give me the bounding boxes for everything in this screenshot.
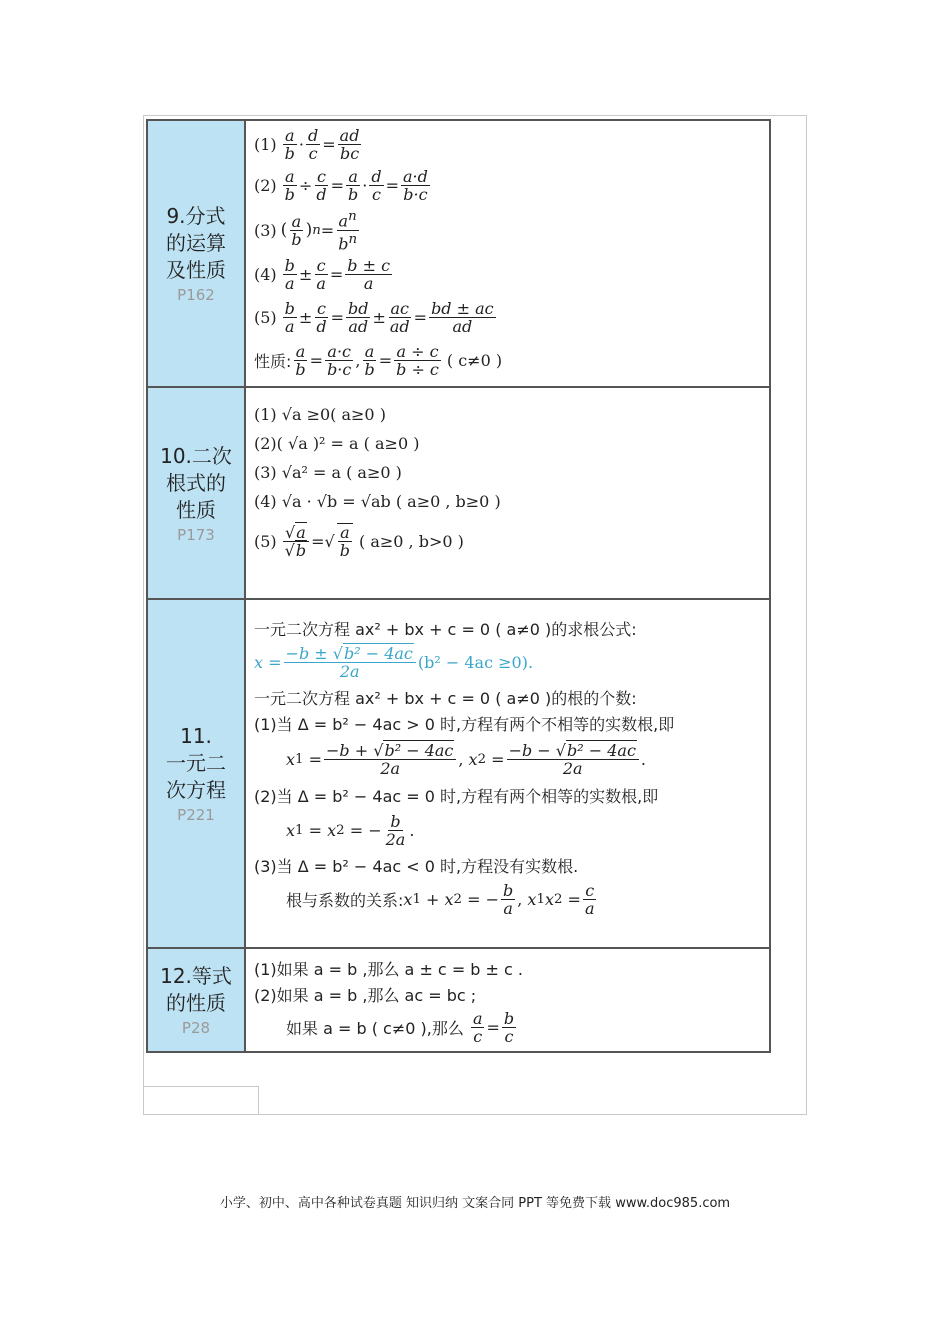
empty-box [143,1086,259,1115]
row-title: 的性质 [166,991,226,1015]
formula-condition: (b² − 4ac ≥0). [417,652,534,672]
row-title: 及性质 [166,258,226,282]
row-label [148,388,246,598]
formula-line: (5) $\frac{√a}{√b}$ = √ $\frac{a}{b}$ ( a≥0 , b>0 ) [254,522,464,560]
item-number: (3) [254,220,277,240]
formula-line: (2)( √a )² = a ( a≥0 ) [254,434,420,453]
formula-line: 一元二次方程 ax² + bx + c = 0 ( a≠0 )的根的个数: [254,688,637,708]
formula-line: (2)如果 a = b ,那么 ac = bc ; [254,985,477,1005]
formula-line: (3) √a² = a ( a≥0 ) [254,463,402,482]
formula-line: (1) $\frac{a}{b}$ · $\frac{d}{c}$ = $\frac{ad}{bc}$ [254,125,360,163]
formula-line: (1)当 Δ = b² − 4ac > 0 时,方程有两个不相等的实数根,即 [254,714,675,734]
page-ref: P221 [177,806,215,824]
item-number: (4) [254,264,277,284]
item-number: (2) [254,175,277,195]
property-label: 性质: [254,351,292,371]
vieta-label: 根与系数的关系: [286,890,404,910]
row-title: 次方程 [166,778,226,802]
row-content [246,949,769,1051]
table-row [148,949,769,1051]
item-number: (5) [254,307,277,327]
row-title: 性质 [176,497,216,522]
row-content [246,388,769,598]
formula-line: (3)当 Δ = b² − 4ac < 0 时,方程没有实数根. [254,856,579,876]
row-title: 根式的 [166,470,226,495]
table-row [148,121,769,388]
formula-line: (5) $\frac{b}{a}$ ± $\frac{c}{d}$ = $\frac{bd}{ad}$ ± $\frac{ac}{ad}$ = $\frac{bd \pm ac}{ad}$ [254,298,494,336]
formula-line: 根与系数的关系: x 1 + x 2 = − $\frac{b}{a}$ , x 1 x 2 = $\frac{c}{a}$ [286,880,595,918]
formula-line: (2) $\frac{a}{b}$ ÷ $\frac{c}{d}$ = $\frac{a}{b}$ · $\frac{d}{c}$ = $\frac{a\cdot d}{b\cdot c}$ [254,166,428,204]
formula-line: (1)如果 a = b ,那么 a ± c = b ± c . [254,959,524,979]
table-row [148,388,769,600]
footer-text: 小学、初中、高中各种试卷真题 知识归纳 文案合同 PPT 等免费下载 www.doc985.com [219,1196,731,1211]
item-number: (1) [254,134,277,154]
formula-text: 如果 a = b ( c≠0 ),那么 [286,1018,464,1038]
formula-line: 性质: $\frac{a}{b}$ = $\frac{a\cdot c}{b\cdot c}$ , $\frac{a}{b}$ = $\frac{a \div c}{b \div c}$ ( c≠0 ) [254,341,503,379]
page-ref: P28 [181,1019,211,1037]
table-row [148,600,769,949]
formula-line: 一元二次方程 ax² + bx + c = 0 ( a≠0 )的求根公式: [254,619,637,639]
row-title: 12.等式 [160,964,232,988]
formula-line: (4) $\frac{b}{a}$ ± $\frac{c}{a}$ = $\frac{b \pm c}{a}$ [254,255,391,293]
row-title: 10.二次 [160,443,232,468]
page-ref: P162 [177,286,215,304]
row-label [148,121,246,386]
row-title: 9.分式 [166,204,226,228]
row-label [148,949,246,1051]
formula-table [146,119,771,1053]
formula-line: x 1 = $\frac{\text{−b + √b² − 4ac}}{2a}$ , x 2 = $\frac{\text{−b − √b² − 4ac}}{2a}$ . [286,740,647,778]
page-ref: P173 [177,525,215,544]
formula-line: 如果 a = b ( c≠0 ),那么 $\frac{a}{c}$ = $\frac{b}{c}$ [286,1008,515,1046]
row-title: 11. [180,724,212,748]
condition: ( c≠0 ) [446,350,503,370]
formula-line: x 1 = x 2 = − $\frac{b}{2a}$ . [286,811,415,849]
formula-line: (2)当 Δ = b² − 4ac = 0 时,方程有两个相等的实数根,即 [254,786,659,806]
quadratic-formula: x = $\frac{\text{−b ± √b² − 4ac}}{2a}$ (b² − 4ac ≥0). [254,643,534,681]
item-number: (5) [254,531,277,551]
row-label [148,600,246,947]
row-title: 一元二 [166,751,226,775]
formula-line: (4) √a · √b = √ab ( a≥0 , b≥0 ) [254,492,501,511]
formula-line: (3) ( $\frac{a}{b}$ ) n = $\frac{a^n}{b^n}$ [254,209,358,253]
row-content [246,600,769,947]
row-content [246,121,769,386]
condition: ( a≥0 , b>0 ) [358,531,464,551]
formula-line: (1) √a ≥0( a≥0 ) [254,405,386,424]
row-title: 的运算 [166,231,226,255]
